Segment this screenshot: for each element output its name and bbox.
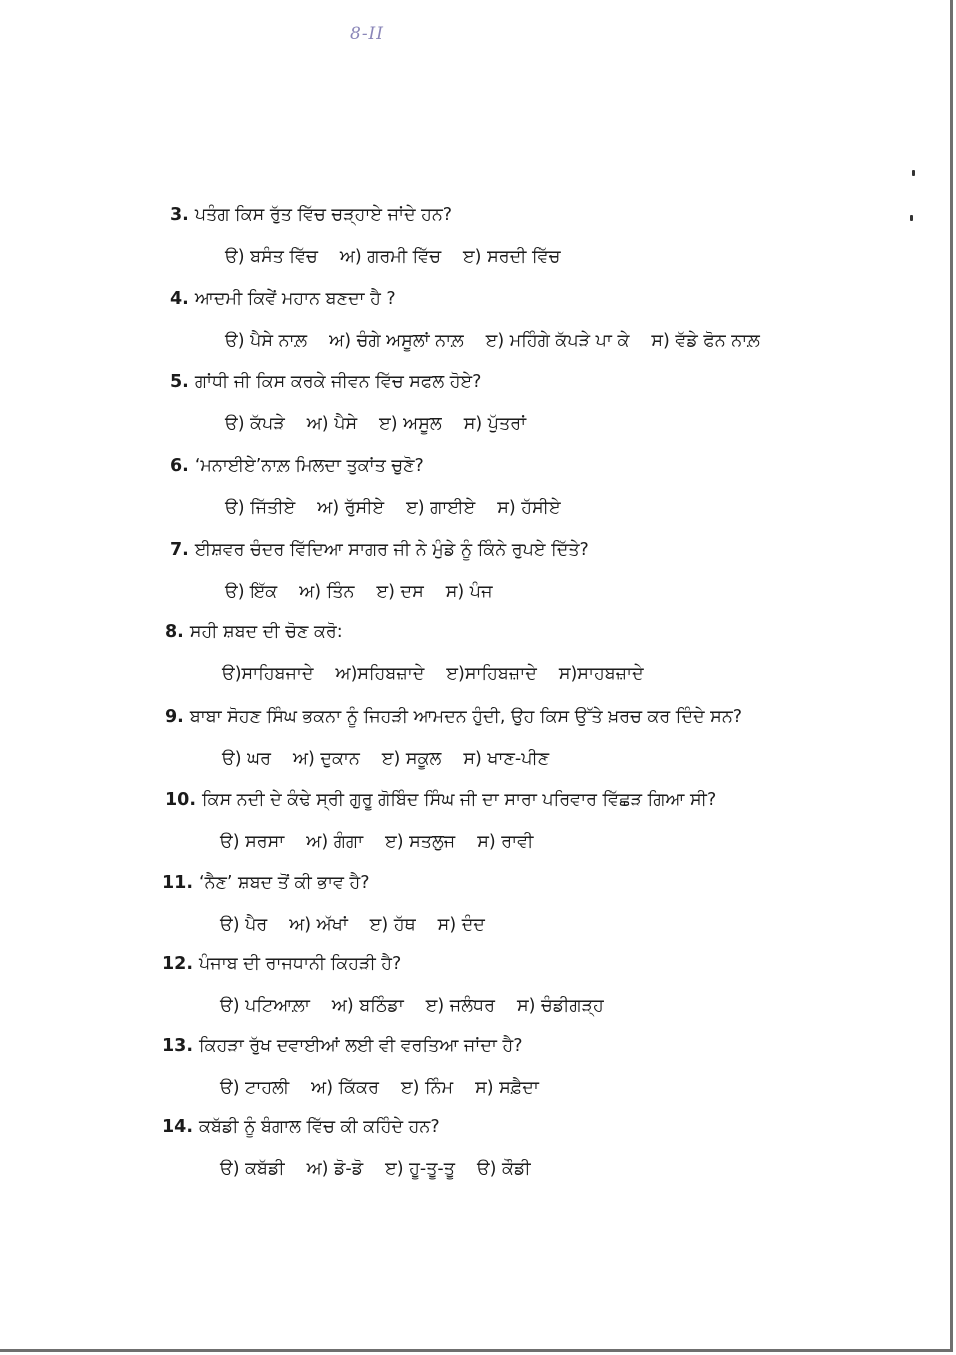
answer-option: ਸ) ਸਫ਼ੈਦਾ (475, 1078, 539, 1098)
answer-options (225, 496, 583, 520)
answer-option: ੳ)ਸਾਹਿਬਜਾਦੇ (222, 664, 314, 684)
question-item (170, 370, 481, 394)
answer-options (220, 1157, 553, 1181)
question-text: ਕਿਹੜਾ ਰੁੱਖ ਦਵਾਈਆਂ ਲਈ ਵੀ ਵਰਤਿਆ ਜਾਂਦਾ ਹੈ? (199, 1036, 523, 1056)
answer-options (220, 830, 555, 854)
answer-option: ੲ) ਮਹਿੰਗੇ ਕੱਪੜੇ ਪਾ ਕੇ (485, 331, 630, 351)
answer-option: ੳ) ਪੈਸੇ ਨਾਲ਼ (225, 331, 308, 351)
answer-option: ੲ) ਦਸ (376, 582, 424, 602)
answer-option: ਸ)ਸਾਹਬਜ਼ਾਦੇ (558, 664, 644, 684)
answer-options (220, 994, 626, 1018)
answer-options (222, 662, 666, 686)
question-number: 7. (170, 540, 189, 560)
answer-option: ਅ) ਚੰਗੇ ਅਸੂਲਾਂ ਨਾਲ਼ (329, 331, 464, 351)
answer-option: ੳ) ਜਿੱਤੀਏ (225, 498, 296, 518)
answer-option: ੲ) ਹੱਥ (369, 915, 416, 935)
answer-option: ੳ) ਸਰਸਾ (220, 832, 285, 852)
question-number: 6. (170, 456, 189, 476)
scan-speck (910, 215, 913, 221)
question-number: 13. (162, 1036, 194, 1056)
question-number: 10. (165, 790, 197, 810)
question-item (165, 620, 343, 644)
question-text: ਬਾਬਾ ਸੋਹਣ ਸਿੰਘ ਭਕਨਾ ਨੂੰ ਜਿਹੜੀ ਆਮਦਨ ਹੁੰਦੀ, ਉਹ ਕਿਸ ਉੱਤੇ ਖ਼ਰਚ ਕਰ ਦਿੰਦੇ ਸਨ? (189, 707, 743, 727)
question-item (170, 454, 424, 478)
answer-option: ਅ) ਪੈਸੇ (306, 414, 358, 434)
question-item (170, 203, 452, 227)
question-text: ਪਤੰਗ ਕਿਸ ਰੁੱਤ ਵਿੱਚ ਚੜ੍ਹਾਏ ਜਾਂਦੇ ਹਨ? (194, 205, 453, 225)
answer-options (225, 412, 548, 436)
answer-option: ੳ) ਇੱਕ (225, 582, 278, 602)
answer-option: ਅ) ਤਿੰਨ (299, 582, 355, 602)
answer-options (222, 747, 571, 771)
answer-option: ੲ) ਨਿੰਮ (400, 1078, 454, 1098)
page-number: 8-II (350, 24, 384, 44)
answer-option: ਸ) ਵੱਡੇ ਫੋਨ ਨਾਲ਼ (651, 331, 760, 351)
answer-option: ਸ) ਦੰਦ (437, 915, 485, 935)
question-number: 8. (165, 622, 184, 642)
question-item (162, 871, 370, 895)
question-item (162, 952, 401, 976)
question-number: 5. (170, 372, 189, 392)
scan-speck (912, 170, 915, 176)
answer-option: ਅ) ਗੰਗਾ (306, 832, 364, 852)
question-number: 11. (162, 873, 194, 893)
answer-option: ਸ) ਹੱਸੀਏ (497, 498, 561, 518)
answer-option: ਸ) ਖਾਣ-ਪੀਣ (463, 749, 550, 769)
question-number: 9. (165, 707, 184, 727)
answer-option: ਅ) ਕਿੱਕਰ (311, 1078, 379, 1098)
answer-option: ੲ) ਸਤਲੁਜ (385, 832, 456, 852)
question-text: ਆਦਮੀ ਕਿਵੇਂ ਮਹਾਨ ਬਣਦਾ ਹੈ ? (194, 289, 396, 309)
answer-option: ੲ) ਹੂ-ਤੂ-ਤੂ (385, 1159, 455, 1179)
answer-option: ੳ) ਕਬੱਡੀ (220, 1159, 285, 1179)
answer-options (225, 329, 782, 353)
answer-option: ੲ) ਜਲੰਧਰ (425, 996, 495, 1016)
answer-option: ੲ)ਸਾਹਿਬਜ਼ਾਦੇ (446, 664, 537, 684)
answer-option: ਸ) ਰਾਵੀ (477, 832, 534, 852)
question-item (170, 538, 589, 562)
answer-option: ੳ) ਪੈਰ (220, 915, 268, 935)
answer-option: ਅ) ਦੁਕਾਨ (292, 749, 360, 769)
answer-option: ਸ) ਪੰਜ (445, 582, 493, 602)
answer-option: ੳ) ਕੌਡੀ (476, 1159, 531, 1179)
answer-option: ਅ) ਗਰਮੀ ਵਿੱਚ (339, 247, 442, 267)
answer-option: ਸ) ਚੰਡੀਗੜ੍ਹ (516, 996, 604, 1016)
question-text: ਕਬੱਡੀ ਨੂੰ ਬੰਗਾਲ ਵਿੱਚ ਕੀ ਕਹਿੰਦੇ ਹਨ? (199, 1117, 440, 1137)
question-number: 12. (162, 954, 194, 974)
question-text: ਪੰਜਾਬ ਦੀ ਰਾਜਧਾਨੀ ਕਿਹੜੀ ਹੈ? (199, 954, 402, 974)
question-text: ਸਹੀ ਸ਼ਬਦ ਦੀ ਚੋਣ ਕਰੋ: (189, 622, 343, 642)
answer-option: ੳ) ਬਸੰਤ ਵਿੱਚ (225, 247, 318, 267)
question-text: ‘ਮਨਾਈਏ’ਨਾਲ਼ ਮਿਲਦਾ ਤੁਕਾਂਤ ਚੁਣੋ? (194, 456, 424, 476)
question-item (170, 287, 396, 311)
answer-option: ਅ)ਸਹਿਬਜ਼ਾਦੇ (335, 664, 425, 684)
answer-option: ੳ) ਪਟਿਆਲ਼ਾ (220, 996, 310, 1016)
answer-option: ਅ) ਰੁੱਸੀਏ (317, 498, 385, 518)
question-text: ਈਸ਼ਵਰ ਚੰਦਰ ਵਿੱਦਿਆ ਸਾਗਰ ਜੀ ਨੇ ਮੁੰਡੇ ਨੂੰ ਕਿੰਨੇ ਰੁਪਏ ਦਿੱਤੇ? (194, 540, 589, 560)
question-number: 14. (162, 1117, 194, 1137)
answer-option: ਅ) ਅੱਖਾਂ (289, 915, 348, 935)
question-text: ‘ਨੈਣ’ ਸ਼ਬਦ ਤੋਂ ਕੀ ਭਾਵ ਹੈ? (199, 873, 370, 893)
question-text: ਗਾਂਧੀ ਜੀ ਕਿਸ ਕਰਕੇ ਜੀਵਨ ਵਿੱਚ ਸਫਲ ਹੋਏ? (194, 372, 482, 392)
question-number: 4. (170, 289, 189, 309)
answer-option: ੲ) ਗਾਈਏ (406, 498, 476, 518)
answer-options (225, 580, 515, 604)
answer-option: ਅ) ਡੋ-ਡੋ (306, 1159, 364, 1179)
answer-option: ੲ) ਅਸੂਲ (379, 414, 442, 434)
answer-option: ੲ) ਸਕੂਲ (381, 749, 442, 769)
answer-option: ਅ) ਬਠਿੰਡਾ (331, 996, 404, 1016)
answer-option: ੳ) ਘਰ (222, 749, 271, 769)
question-number: 3. (170, 205, 189, 225)
answer-options (220, 1076, 561, 1100)
answer-option: ਸ) ਪੁੱਤਰਾਂ (463, 414, 527, 434)
answer-option: ੳ) ਟਾਹਲੀ (220, 1078, 290, 1098)
question-item (162, 1034, 523, 1058)
answer-options (225, 245, 582, 269)
question-text: ਕਿਸ ਨਦੀ ਦੇ ਕੰਢੇ ਸ੍ਰੀ ਗੁਰੂ ਗੋਬਿੰਦ ਸਿੰਘ ਜੀ ਦਾ ਸਾਰਾ ਪਰਿਵਾਰ ਵਿੱਛੜ ਗਿਆ ਸੀ? (202, 790, 717, 810)
question-item (165, 705, 742, 729)
answer-options (220, 913, 507, 937)
question-item (165, 788, 716, 812)
answer-option: ੳ) ਕੱਪੜੇ (225, 414, 285, 434)
question-item (162, 1115, 440, 1139)
answer-option: ੲ) ਸਰਦੀ ਵਿੱਚ (463, 247, 561, 267)
